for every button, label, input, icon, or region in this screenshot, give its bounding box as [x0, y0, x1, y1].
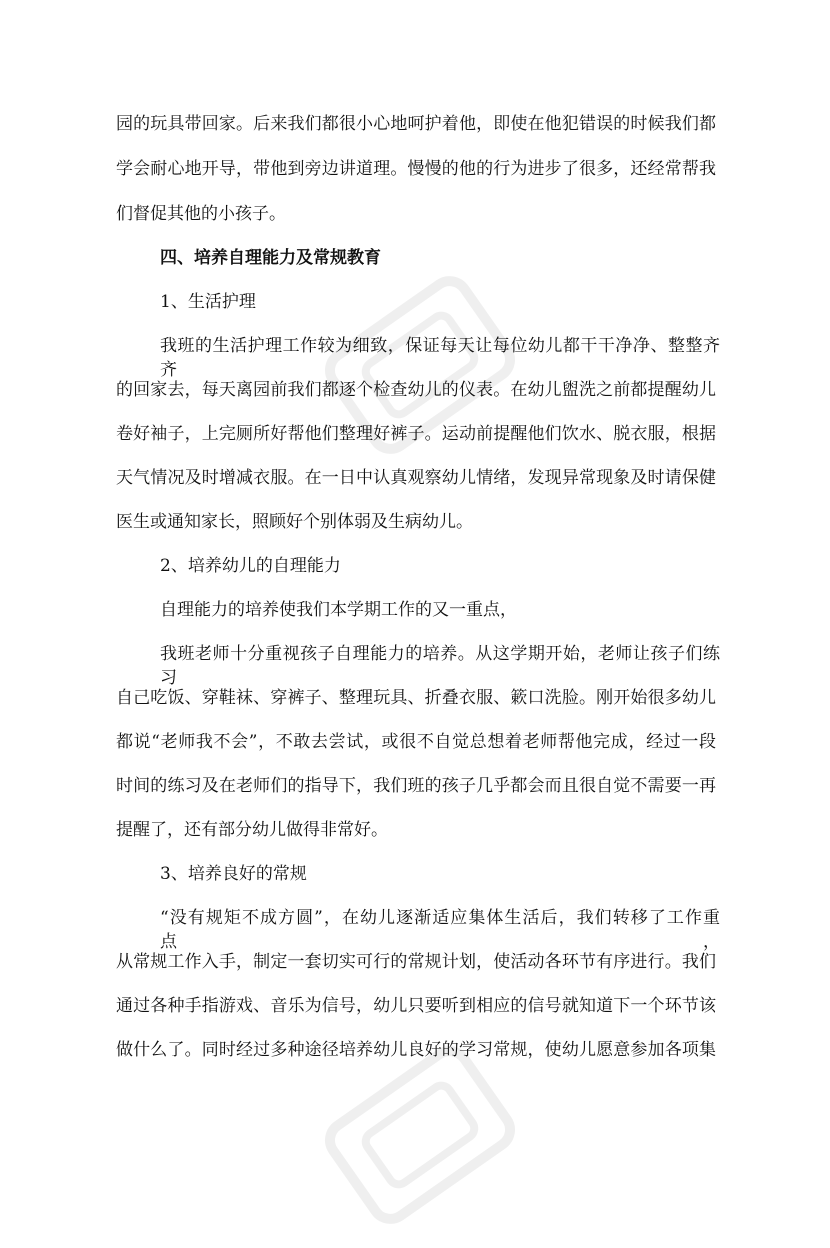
body-text-line: 做什么了。同时经过多种途径培养幼儿良好的学习常规，使幼儿愿意参加各项集 — [116, 1040, 716, 1060]
section-heading: 四、培养自理能力及常规教育 — [160, 248, 381, 268]
body-text-line: 我班的生活护理工作较为细致，保证每天让每位幼儿都干干净净、整整齐齐 — [160, 336, 720, 380]
subsection-heading: 1、生活护理 — [160, 292, 256, 312]
body-text-line: 的回家去，每天离园前我们都逐个检查幼儿的仪表。在幼儿盥洗之前都提醒幼儿 — [116, 380, 716, 400]
body-text-line: “没有规矩不成方圆”，在幼儿逐渐适应集体生活后，我们转移了工作重点， — [160, 908, 720, 952]
body-text-line: 自理能力的培养使我们本学期工作的又一重点， — [160, 600, 517, 620]
body-text-line: 天气情况及时增减衣服。在一日中认真观察幼儿情绪，发现异常现象及时请保健 — [116, 468, 716, 488]
body-text-line: 医生或通知家长，照顾好个别体弱及生病幼儿。 — [116, 512, 473, 532]
body-text-line: 时间的练习及在老师们的指导下，我们班的孩子几乎都会而且很自觉不需要一再 — [116, 776, 716, 796]
body-text-line: 从常规工作入手，制定一套切实可行的常规计划，使活动各环节有序进行。我们 — [116, 952, 716, 972]
body-text-line: 提醒了，还有部分幼儿做得非常好。 — [116, 820, 388, 840]
body-text-line: 学会耐心地开导，带他到旁边讲道理。慢慢的他的行为进步了很多，还经常帮我 — [116, 159, 716, 179]
body-text-line: 卷好袖子，上完厕所好帮他们整理好裤子。运动前提醒他们饮水、脱衣服，根据 — [116, 424, 716, 444]
subsection-heading: 3、培养良好的常规 — [160, 864, 307, 884]
body-text-line: 自己吃饭、穿鞋袜、穿裤子、整理玩具、折叠衣服、簌口洗脸。刚开始很多幼儿 — [116, 688, 716, 708]
body-text-line: 园的玩具带回家。后来我们都很小心地呵护着他，即使在他犯错误的时候我们都 — [116, 114, 716, 134]
body-text-line: 通过各种手指游戏、音乐为信号，幼儿只要听到相应的信号就知道下一个环节该 — [116, 996, 716, 1016]
subsection-heading: 2、培养幼儿的自理能力 — [160, 556, 341, 576]
body-text-line: 们督促其他的小孩子。 — [116, 204, 286, 224]
body-text-line: 都说“老师我不会”，不敢去尝试，或很不自觉总想着老师帮他完成，经过一段 — [116, 732, 716, 752]
body-text-line: 我班老师十分重视孩子自理能力的培养。从这学期开始，老师让孩子们练习 — [160, 644, 720, 688]
